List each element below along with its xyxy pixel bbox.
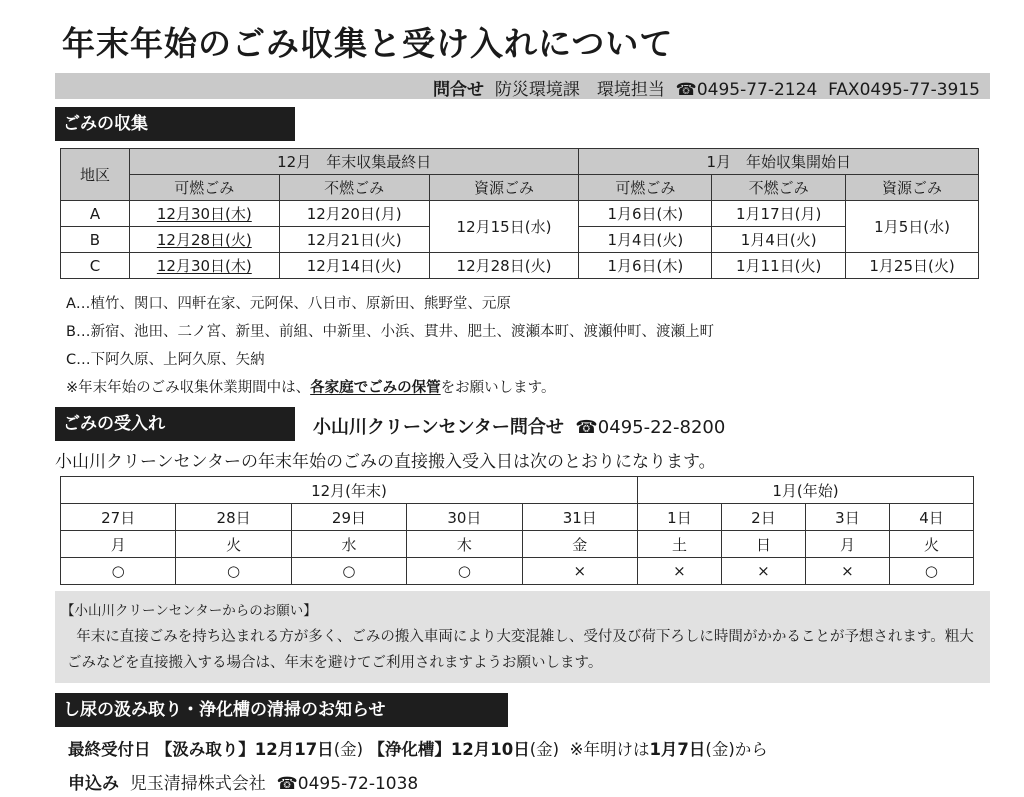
acceptance-contact bbox=[313, 413, 725, 439]
type-resource: 資源ごみ bbox=[429, 175, 579, 201]
page-title: 年末年始のごみ収集と受け入れについて bbox=[62, 24, 674, 63]
day-date-cell: 28日 bbox=[176, 504, 291, 531]
date-cell: 1月11日(火) bbox=[712, 253, 846, 279]
day-mark-cell: ○ bbox=[889, 558, 973, 585]
day-dow-cell: 月 bbox=[805, 531, 889, 558]
dec-header: 12月 年末収集最終日 bbox=[129, 149, 579, 175]
date-cell: 1月6日(木) bbox=[579, 201, 712, 227]
day-dow-cell: 日 bbox=[721, 531, 805, 558]
day-date-cell: 4日 bbox=[889, 504, 973, 531]
day-mark-cell: × bbox=[522, 558, 637, 585]
date-cell: 1月25日(火) bbox=[846, 253, 979, 279]
date-row bbox=[61, 504, 974, 531]
date-cell: 1月5日(水) bbox=[846, 201, 979, 253]
day-dow-cell: 水 bbox=[291, 531, 406, 558]
area-note-b: B…新宿、池田、二ノ宮、新里、前組、中新里、小浜、貫井、肥土、渡瀬本町、渡瀬仲町、渡瀬上町 bbox=[66, 324, 714, 340]
day-mark-cell: × bbox=[721, 558, 805, 585]
date-cell: 12月21日(火) bbox=[279, 227, 429, 253]
contact-fax: FAX0495-77-3915 bbox=[828, 80, 980, 100]
day-date-cell: 30日 bbox=[407, 504, 522, 531]
area-header: 地区 bbox=[61, 149, 130, 201]
request-box bbox=[55, 591, 990, 683]
request-body: 年末に直接ごみを持ち込まれる方が多く、ごみの搬入車両により大変混雑し、受付及び荷下ろしに時間がかかることが予想されます。粗大ごみなどを直接搬入する場合は、年末を避けてご利用されますようお願いします。 bbox=[67, 629, 974, 671]
dow-row bbox=[61, 531, 974, 558]
contact-dept: 防災環境課 環境担当 bbox=[494, 80, 665, 100]
date-cell: 12月20日(月) bbox=[279, 201, 429, 227]
day-dow-cell: 金 bbox=[522, 531, 637, 558]
contact-bar bbox=[55, 73, 990, 99]
date-cell: 1月6日(木) bbox=[579, 253, 712, 279]
date-cell: 1月4日(火) bbox=[712, 227, 846, 253]
date-cell: 12月28日(火) bbox=[429, 253, 579, 279]
jan-label: 1月(年始) bbox=[637, 477, 973, 504]
holiday-note: ※年末年始のごみ収集休業期間中は、各家庭でごみの保管をお願いします。 bbox=[66, 380, 556, 396]
acceptance-contact-label: 小山川クリーンセンター問合せ bbox=[313, 417, 564, 438]
day-dow-cell: 火 bbox=[889, 531, 973, 558]
dec-label: 12月(年末) bbox=[61, 477, 638, 504]
company-tel: ☎0495-72-1038 bbox=[276, 774, 419, 794]
contact-info bbox=[433, 75, 980, 100]
company-name: 児玉清掃株式会社 bbox=[129, 774, 266, 794]
contact-label: 問合せ bbox=[433, 80, 485, 100]
area-note-c: C…下阿久原、上阿久原、矢納 bbox=[66, 352, 265, 368]
day-mark-cell: ○ bbox=[291, 558, 406, 585]
day-mark-cell: ○ bbox=[176, 558, 291, 585]
mark-row bbox=[61, 558, 974, 585]
request-title: 【小山川クリーンセンターからのお願い】 bbox=[61, 603, 317, 619]
day-date-cell: 29日 bbox=[291, 504, 406, 531]
septic-apply bbox=[68, 769, 418, 794]
type-burnable: 可燃ごみ bbox=[579, 175, 712, 201]
day-date-cell: 3日 bbox=[805, 504, 889, 531]
day-mark-cell: ○ bbox=[407, 558, 522, 585]
area-notes bbox=[66, 290, 714, 402]
date-cell: 12月14日(火) bbox=[279, 253, 429, 279]
acceptance-intro: 小山川クリーンセンターの年末年始のごみの直接搬入受入日は次のとおりになります。 bbox=[55, 452, 716, 472]
area-cell: B bbox=[61, 227, 130, 253]
type-nonburnable: 不燃ごみ bbox=[279, 175, 429, 201]
table-row bbox=[61, 253, 979, 279]
septic-deadline: 最終受付日 【汲み取り】12月17日(金) 【浄化槽】12月10日(金) ※年明けは1月7日(金)から bbox=[68, 740, 768, 759]
jan-header: 1月 年始収集開始日 bbox=[579, 149, 979, 175]
type-nonburnable: 不燃ごみ bbox=[712, 175, 846, 201]
date-cell: 1月17日(月) bbox=[712, 201, 846, 227]
contact-tel: ☎0495-77-2124 bbox=[675, 80, 818, 100]
table-row bbox=[61, 201, 979, 227]
day-date-cell: 31日 bbox=[522, 504, 637, 531]
day-date-cell: 27日 bbox=[61, 504, 176, 531]
day-dow-cell: 月 bbox=[61, 531, 176, 558]
date-cell: 12月30日(木) bbox=[156, 205, 252, 223]
acceptance-heading: ごみの受入れ bbox=[55, 407, 295, 441]
collection-table bbox=[60, 148, 979, 279]
day-mark-cell: × bbox=[805, 558, 889, 585]
acceptance-table bbox=[60, 476, 974, 585]
acceptance-tel: ☎0495-22-8200 bbox=[575, 417, 726, 438]
area-cell: A bbox=[61, 201, 130, 227]
day-dow-cell: 土 bbox=[637, 531, 721, 558]
septic-heading: し尿の汲み取り・浄化槽の清掃のお知らせ bbox=[55, 693, 508, 727]
area-note-a: A…植竹、関口、四軒在家、元阿保、八日市、原新田、熊野堂、元原 bbox=[66, 296, 511, 312]
type-resource: 資源ごみ bbox=[846, 175, 979, 201]
type-burnable: 可燃ごみ bbox=[129, 175, 279, 201]
day-date-cell: 2日 bbox=[721, 504, 805, 531]
day-dow-cell: 火 bbox=[176, 531, 291, 558]
day-mark-cell: ○ bbox=[61, 558, 176, 585]
date-cell: 12月28日(火) bbox=[156, 231, 252, 249]
day-dow-cell: 木 bbox=[407, 531, 522, 558]
date-cell: 1月4日(火) bbox=[579, 227, 712, 253]
collection-heading: ごみの収集 bbox=[55, 107, 295, 141]
date-cell: 12月30日(木) bbox=[156, 257, 252, 275]
apply-label: 申込み bbox=[68, 774, 119, 794]
day-mark-cell: × bbox=[637, 558, 721, 585]
date-cell: 12月15日(水) bbox=[429, 201, 579, 253]
area-cell: C bbox=[61, 253, 130, 279]
day-date-cell: 1日 bbox=[637, 504, 721, 531]
